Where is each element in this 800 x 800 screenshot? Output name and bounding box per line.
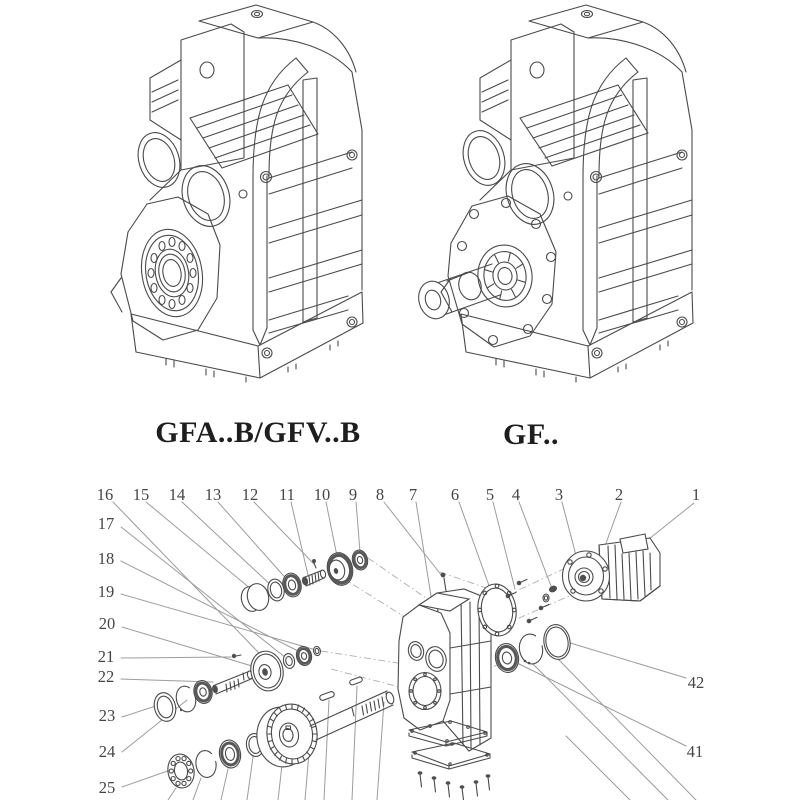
figure-label-gf: GF..	[503, 418, 559, 451]
callout-20: 20	[98, 614, 116, 633]
callout-18: 18	[97, 549, 115, 568]
gear-housing	[398, 589, 491, 800]
callout-14: 14	[168, 485, 186, 504]
callout-10: 10	[313, 485, 331, 504]
output-bearing-face	[135, 224, 209, 321]
callout-5: 5	[485, 485, 495, 504]
callout-4: 4	[511, 485, 521, 504]
retaining-ring	[517, 632, 545, 666]
callout-2: 2	[614, 485, 624, 504]
callout-22: 22	[97, 667, 115, 686]
callout-12: 12	[241, 485, 259, 504]
oil-plug-icon	[252, 11, 263, 18]
pan-bolts	[418, 771, 491, 800]
callout-41: 41	[686, 742, 704, 761]
output-shaft	[414, 264, 500, 322]
callout-23: 23	[98, 706, 116, 725]
callout-3: 3	[554, 485, 564, 504]
exploded-diagram	[97, 485, 705, 800]
gearbox-figure-gf	[414, 5, 693, 382]
callout-1: 1	[691, 485, 701, 504]
callout-9: 9	[348, 485, 358, 504]
callout-13: 13	[204, 485, 222, 504]
callout-42: 42	[687, 673, 705, 692]
callout-6: 6	[450, 485, 460, 504]
shaft-key	[349, 676, 363, 685]
callout-16: 16	[96, 485, 114, 504]
callout-17: 17	[97, 514, 115, 533]
figure-label-gfab-gfvb: GFA..B/GFV..B	[155, 416, 361, 449]
callout-11: 11	[279, 485, 295, 504]
spoked-bearing-face	[474, 242, 536, 311]
gearbox-figure-gfab	[111, 5, 363, 382]
oil-plug-icon	[582, 11, 593, 18]
ball-bearing	[165, 752, 197, 790]
callout-8: 8	[375, 485, 385, 504]
callout-25: 25	[98, 778, 116, 797]
callout-7: 7	[408, 485, 418, 504]
motor	[563, 534, 661, 601]
shaft-key	[319, 691, 335, 701]
callout-21: 21	[97, 647, 115, 666]
callout-19: 19	[97, 582, 115, 601]
callout-15: 15	[132, 485, 150, 504]
callout-24: 24	[98, 742, 116, 761]
